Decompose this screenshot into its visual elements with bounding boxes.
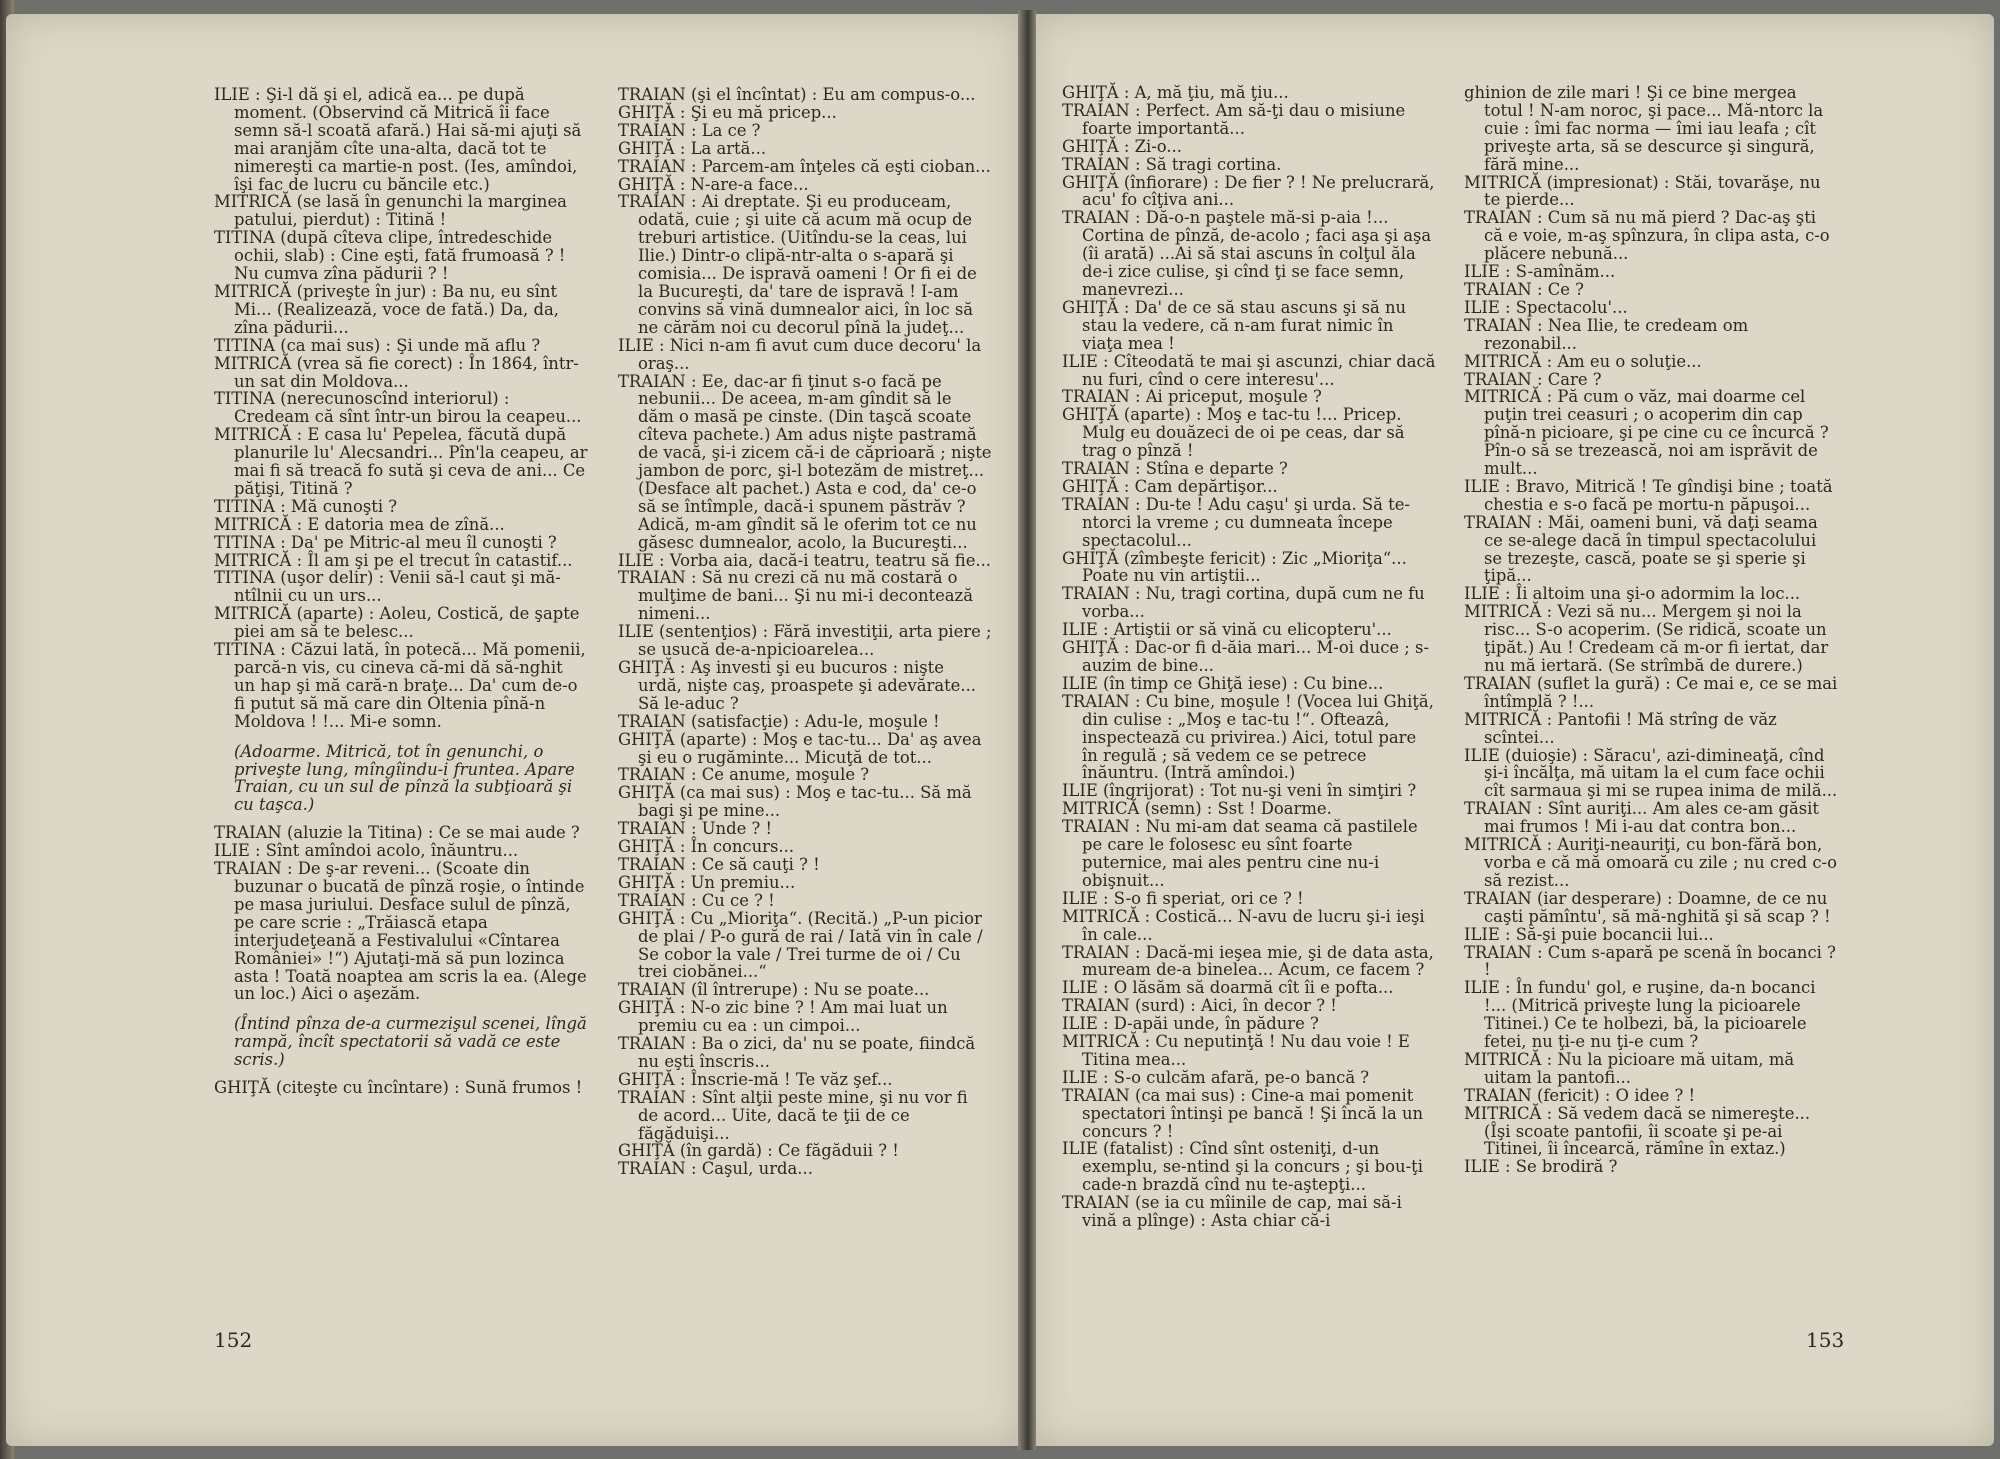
dialogue-line: ILIE : S-o culcăm afară, pe-o bancă ? (1062, 1067, 1370, 1087)
dialogue-line: GHIŢĂ : Cam depărtişor... (1062, 476, 1278, 496)
dialogue-line: MITRICĂ : Nu la picioare mă uitam, mă uitam la pantofi... (1464, 1049, 1795, 1087)
dialogue-line: TRAIAN : Nea Ilie, te credeam om rezonabil... (1464, 315, 1749, 353)
dialogue-line: GHIŢĂ : La artă... (618, 138, 767, 158)
dialogue-line: TRAIAN : Dă-o-n paştele mă-si p-aia !... Cortina de pînză, de-acolo ; faci aşa şi aşa (îi arată) ...Ai să stai ascuns în colţul ăla de-i zice culise, şi cînd ţi se face semn, manevrezi... (1062, 208, 1432, 299)
dialogue-line: TRAIAN (iar desperare) : Doamne, de ce nu caşti pămîntu', să mă-nghită şi să scap ? ! (1464, 888, 1831, 926)
dialogue-line: GHIŢĂ : Înscrie-mă ! Te văz şef... (618, 1069, 893, 1089)
dialogue-line: TRAIAN : Cu bine, moşule ! (Vocea lui Ghiţă, din culise : „Moş e tac-tu !“. Ofteazâ, inspectează cu privirea.) Aici, totul pare în regulă ; să vedem ce se petrece înăuntru. (Intră amîndoi.) (1062, 691, 1434, 783)
dialogue-line: MITRICĂ : Am eu o soluţie... (1464, 351, 1702, 371)
page-number-right: 153 (1806, 1328, 1845, 1352)
dialogue-line: GHIŢĂ (înfiorare) : De fier ? ! Ne prelucrară, acu' fo cîţiva ani... (1062, 172, 1435, 210)
dialogue-line: TRAIAN : Du-te ! Adu caşu' şi urda. Să te-ntorci la vreme ; cu dumneata începe spectacolul... (1062, 494, 1410, 550)
dialogue-line: TRAIAN : Ce anume, moşule ? (618, 765, 870, 785)
dialogue-line: MITRICĂ : E casa lu' Pepelea, făcută după planurile lu' Alecsandri... Pîn'la ceapeu, ar mai fi să treacă fo sută şi ceva de ani... Ce păţişi, Titină ? (214, 425, 588, 498)
dialogue-line: GHIŢĂ : Zi-o... (1062, 136, 1182, 156)
dialogue-line: TITINA : Da' pe Mitric-al meu îl cunoşti ? (214, 532, 557, 552)
dialogue-line: TRAIAN : Nu, tragi cortina, după cum ne fu vorba... (1062, 584, 1425, 622)
dialogue-line: MITRICĂ : Pă cum o văz, mai doarme cel puţin trei ceasuri ; o acoperim din cap pînă-n picioare, şi pe cine cu ce încurcă ? Pîn-o să se trezească, noi am isprăvit de mult... (1464, 387, 1829, 479)
dialogue-line: MITRICĂ (aparte) : Aoleu, Costică, de şapte piei am să te belesc... (214, 604, 580, 642)
dialogue-line: GHIŢĂ : Un premiu... (618, 872, 796, 892)
dialogue-line: GHIŢĂ (zîmbeşte fericit) : Zic „Mioriţa“... Poate nu vin artiştii... (1062, 548, 1407, 586)
dialogue-line: TRAIAN : Măi, oameni buni, vă daţi seama ce se-alege dacă în timpul spectacolului se trezeşte, cască, poate se şi sperie şi ţipă... (1464, 512, 1818, 586)
dialogue-line: ILIE : Vorba aia, dacă-i teatru, teatru să fie... (618, 550, 992, 570)
dialogue-line: TRAIAN : Nu mi-am dat seama că pastilele pe care le folosesc eu sînt foarte puternice, mai ales pentru cine nu-i obişnuit... (1062, 817, 1418, 890)
dialogue-line: MITRICĂ : Îl am şi pe el trecut în catastif... (214, 550, 573, 570)
page-number-left: 152 (214, 1328, 253, 1352)
dialogue-line: GHIŢĂ (citeşte cu încîntare) : Sună frumos ! (214, 1078, 583, 1098)
dialogue-line: TRAIAN (şi el încîntat) : Eu am compus-o... (618, 85, 976, 104)
dialogue-line: ILIE (duioşie) : Săracu', azi-dimineaţă, cînd şi-i încălţa, mă uitam la el cum face ochii cît sarmaua şi mi se rupea inima de milă... (1464, 745, 1838, 801)
dialogue-line: ILIE : Sînt amîndoi acolo, înăuntru... (214, 841, 519, 861)
dialogue-line: GHIŢĂ : N-o zic bine ? ! Am mai luat un premiu cu ea : un cimpoi... (618, 998, 948, 1036)
dialogue-line: MITRICĂ : E datoria mea de zînă... (214, 514, 505, 534)
dialogue-line: ILIE : S-amînăm... (1464, 262, 1616, 282)
dialogue-line: TRAIAN (suflet la gură) : Ce mai e, ce se mai întîmplă ? !... (1464, 673, 1838, 711)
dialogue-line: (Întind pînza de-a curmezişul scenei, lîngă rampă, încît spectatorii să vadă ce este scris.) (234, 1014, 587, 1070)
dialogue-line: TRAIAN : Ce ? (1464, 279, 1584, 299)
dialogue-line: TITINA (ca mai sus) : Şi unde mă aflu ? (214, 335, 541, 355)
dialogue-line: GHIŢĂ : A, mă ţiu, mă ţiu... (1062, 83, 1289, 102)
dialogue-line: ILIE (îngrijorat) : Tot nu-şi veni în simţiri ? (1062, 781, 1417, 801)
dialogue-line: ILIE : Bravo, Mitrică ! Te gîndişi bine ; toată chestia e s-o facă pe mortu-n păpuşoi... (1464, 476, 1833, 514)
dialogue-line: TRAIAN : Ce să cauţi ? ! (618, 854, 820, 874)
dialogue-line: MITRICĂ (priveşte în jur) : Ba nu, eu sînt Mi... (Realizează, voce de fată.) Da, da, zîna pădurii... (214, 281, 559, 337)
dialogue-line: GHIŢĂ : Aş investi şi eu bucuros : nişte urdă, nişte caş, proaspete şi adevărate... Să le-aduc ? (618, 658, 977, 713)
dialogue-line: ILIE : Spectacolu'... (1464, 297, 1628, 317)
dialogue-line: ILIE : Cîteodată te mai şi ascunzi, chiar dacă nu furi, cînd o cere interesu'... (1062, 351, 1436, 389)
dialogue-line: MITRICĂ : Vezi să nu... Mergem şi noi la risc... S-o acoperim. (Se ridică, scoate un ţipăt.) Au ! Credeam că m-or fi iertat, dar nu mă iertară. (Se strîmbă de durere.) (1464, 602, 1829, 675)
dialogue-line: TRAIAN (fericit) : O idee ? ! (1464, 1085, 1696, 1105)
dialogue-line: ILIE : S-o fi speriat, ori ce ? ! (1062, 888, 1304, 908)
dialogue-line: GHIŢĂ (aparte) : Moş e tac-tu !... Pricep. Mulg eu douăzeci de oi pe ceas, dar să trag o pînză ! (1062, 405, 1405, 461)
dialogue-line: TRAIAN : Care ? (1464, 369, 1602, 389)
dialogue-line: (Adoarme. Mitrică, tot în genunchi, o priveşte lung, mîngîindu-i fruntea. Apare Traian, cu un sul de pînză la subţioară şi cu taşca.) (234, 741, 575, 815)
dialogue-line: TRAIAN : Cu ce ? ! (618, 890, 775, 910)
dialogue-line: ILIE (sentenţios) : Fără investiţii, arta piere ; se usucă de-a-npicioarelea... (618, 622, 992, 660)
dialogue-line: ILIE (în timp ce Ghiţă iese) : Cu bine... (1062, 673, 1384, 693)
dialogue-line: GHIŢĂ : N-are-a face... (618, 174, 809, 194)
dialogue-line: TRAIAN : Să nu crezi că nu mă costară o mulţime de bani... Şi nu mi-i decontează nimeni... (618, 568, 973, 624)
dialogue-line: TRAIAN : Ai priceput, moşule ? (1062, 387, 1322, 407)
left-column-1 (214, 86, 588, 1097)
dialogue-line: GHIŢĂ (în gardă) : Ce făgăduii ? ! (618, 1141, 899, 1161)
dialogue-line: TRAIAN : De ş-ar reveni... (Scoate din buzunar o bucată de pînză roşie, o întinde pe masa juriului. Desface sulul de pînză, pe care scrie : „Trăiască etapa interjudeţeană a Festivalului «Cîntarea României» !“) Ajutaţi-mă să pun lozinca asta ! Toată noaptea am scris la ea. (Alege un loc.) Aici o aşezăm. (214, 859, 587, 1004)
dialogue-line: TRAIAN : Cum să nu mă pierd ? Dac-aş şti că e voie, m-aş spînzura, în clipa asta, c-o plăcere nebună... (1464, 208, 1830, 264)
dialogue-line: MITRICĂ : Cu neputinţă ! Nu dau voie ! E Titina mea... (1062, 1032, 1410, 1069)
dialogue-line: TRAIAN : Sînt alţii peste mine, şi nu vor fi de acord... Uite, dacă te ţii de ce făgăduişi... (618, 1087, 968, 1143)
dialogue-line: TRAIAN : Caşul, urda... (618, 1159, 813, 1179)
dialogue-line: TITINA (după cîteva clipe, întredeschide ochii, slab) : Cine eşti, fată frumoasă ? ! Nu cumva zîna pădurii ? ! (214, 228, 566, 284)
dialogue-line: ILIE : Să-şi puie bocancii lui... (1464, 924, 1714, 944)
dialogue-line: MITRICĂ (impresionat) : Stăi, tovarăşe, nu te pierde... (1464, 172, 1821, 210)
dialogue-line: TRAIAN : Unde ? ! (618, 819, 773, 839)
dialogue-line: TITINA (uşor delir) : Venii să-l caut şi mă-ntîlnii cu un urs... (214, 568, 561, 606)
dialogue-line: GHIŢĂ : Şi eu mă pricep... (618, 102, 837, 122)
dialogue-line: TRAIAN : Parcem-am înţeles că eşti cioban... (618, 156, 991, 176)
dialogue-line: MITRICĂ (semn) : Sst ! Doarme. (1062, 799, 1332, 819)
dialogue-line: TRAIAN : Perfect. Am să-ţi dau o misiune foarte importantă... (1062, 100, 1406, 138)
dialogue-line: TRAIAN (aluzie la Titina) : Ce se mai aude ? (214, 823, 580, 843)
dialogue-line: TRAIAN : Sînt auriţi... Am ales ce-am găsit mai frumos ! Mi i-au dat contra bon... (1464, 799, 1819, 837)
dialogue-line: GHIŢĂ : În concurs... (618, 837, 795, 857)
dialogue-line: TRAIAN : Dacă-mi ieşea mie, şi de data asta, muream de-a binelea... Acum, ce facem ? (1062, 942, 1434, 980)
dialogue-line: TRAIAN : Ee, dac-ar fi ţinut s-o facă pe nebunii... De aceea, m-am gîndit să le dăm o masă pe cinste. (Din taşcă scoate cîteva pachete.) Am adus nişte pastramă de vacă, şi-i zicem că-i de căprioară ; nişte jambon de porc, şi-l botezăm de mistreţ... (Desface alt pachet.) Asta e cod, da' ce-o să se întîmple, dacă-i spunem păstrăv ? Adică, m-am gîndit să le oferim tot ce nu găsesc dumnealor, acolo, la Bucureşti... (618, 371, 992, 552)
book-gutter (1018, 10, 1036, 1450)
dialogue-line: TRAIAN (ca mai sus) : Cine-a mai pomenit spectatori întinşi pe bancă ! Şi încă la un concurs ? ! (1062, 1085, 1424, 1141)
dialogue-line: MITRICĂ : Costică... N-avu de lucru şi-i ieşi în cale... (1062, 906, 1425, 944)
dialogue-line: ILIE : Artiştii or să vină cu elicopteru'... (1062, 620, 1392, 640)
dialogue-line: TITINA : Mă cunoşti ? (214, 496, 398, 516)
dialogue-line: GHIŢĂ (aparte) : Moş e tac-tu... Da' aş avea şi eu o rugăminte... Micuţă de tot... (618, 729, 982, 767)
dialogue-line: MITRICĂ (vrea să fie corect) : În 1864, într-un sat din Moldova... (214, 353, 579, 391)
right-column-1 (1062, 84, 1436, 1230)
dialogue-line: ILIE : Se brodiră ? (1464, 1157, 1618, 1177)
dialogue-line: MITRICĂ : Auriţi-neauriţi, cu bon-fără bon, vorba e că mă omoară cu zile ; nu cred c-o să rezist... (1464, 835, 1837, 890)
dialogue-line: TRAIAN : Să tragi cortina. (1062, 154, 1282, 174)
dialogue-line: ghinion de zile mari ! Şi ce bine mergea totul ! N-am noroc, şi pace... Mă-ntorc la cuie : îmi fac norma — îmi iau leafa ; cît priveşte arta, să se descurce şi singură, fără mine... (1464, 83, 1824, 174)
dialogue-line: TRAIAN : Cum s-apară pe scenă în bocanci ? ! (1464, 942, 1836, 980)
dialogue-line: ILIE : Şi-l dă şi el, adică ea... pe după moment. (Observind că Mitrică îi face semn să-l scoată afară.) Hai să-mi ajuţi să mai aranjăm cîte una-alta, dacă tot te nimereşti ca martie-n post. (Ies, amîndoi, îşi fac de lucru cu băncile etc.) (214, 85, 582, 194)
dialogue-line: ILIE (fatalist) : Cînd sînt osteniţi, d-un exemplu, se-ntind şi la concurs ; şi bou-ţi cade-n brazdă cînd nu te-aştepţi... (1062, 1139, 1423, 1195)
right-column-2 (1464, 84, 1838, 1176)
dialogue-line: TRAIAN (se ia cu mîinile de cap, mai să-i vină a plînge) : Asta chiar că-i (1062, 1193, 1402, 1231)
dialogue-line: MITRICĂ : Să vedem dacă se nimereşte... (Îşi scoate pantofii, îi scoate şi pe-ai Titinei, îi încearcă, rămîne în extaz.) (1464, 1103, 1811, 1159)
dialogue-line: TITINA : Căzui lată, în potecă... Mă pomenii, parcă-n vis, cu cineva că-mi dă să-nghit un hap şi mă cară-n braţe... Da' cum de-o fi putut să mă care din Oltenia pînă-n Moldova ! !... Mi-e somn. (214, 640, 586, 731)
dialogue-line: TRAIAN : Stîna e departe ? (1062, 459, 1288, 479)
dialogue-line: ILIE : În fundu' gol, e ruşine, da-n bocanci !... (Mitrică priveşte lung la picioarele Titinei.) Ce te holbezi, bă, la picioarele fetei, nu ţi-e nu ţi-e cum ? (1464, 978, 1816, 1052)
dialogue-line: GHIŢĂ : Dac-or fi d-ăia mari... M-oi duce ; s-auzim de bine... (1062, 638, 1429, 675)
dialogue-line: MITRICĂ (se lasă în genunchi la marginea patului, pierdut) : Titină ! (214, 192, 567, 230)
dialogue-line: GHIŢĂ : Cu „Mioriţa“. (Recită.) „P-un picior de plai / P-o gură de rai / Iată vin în cale / Se cobor la vale / Trei turme de oi / Cu trei ciobănei...“ (618, 908, 983, 982)
dialogue-line: ILIE : D-apăi unde, în pădure ? (1062, 1014, 1319, 1034)
dialogue-line: TRAIAN : Ba o zici, da' nu se poate, fiindcă nu eşti înscris... (618, 1034, 976, 1071)
dialogue-line: ILIE : Nici n-am fi avut cum duce decoru' la oraş... (618, 335, 982, 373)
dialogue-line: TRAIAN : Ai dreptate. Şi eu produceam, odată, cuie ; şi uite că acum mă ocup de treburi artistice. (Uitîndu-se la ceas, lui Ilie.) Dintr-o clipă-ntr-alta o s-apară şi comisia... De ispravă oameni ! Or fi ei de la Bucureşti, da' tare de ispravă ! I-am convins să vină dumnealor aici, în loc să ne cărăm noi cu decorul pînă la judeţ... (618, 192, 977, 337)
dialogue-line: GHIŢĂ : Da' de ce să stau ascuns şi să nu stau la vedere, că n-am furat nimic în viaţa mea ! (1062, 297, 1407, 353)
dialogue-line: TRAIAN (satisfacţie) : Adu-le, moşule ! (618, 711, 940, 731)
dialogue-line: MITRICĂ : Pantofii ! Mă strîng de văz scîntei... (1464, 709, 1777, 747)
left-column-2 (618, 86, 992, 1178)
dialogue-line: ILIE : O lăsăm să doarmă cît îi e pofta... (1062, 978, 1394, 998)
dialogue-line: TITINA (nerecunoscînd interiorul) : Credeam că sînt într-un birou la ceapeu... (214, 389, 582, 427)
dialogue-line: TRAIAN (surd) : Aici, în decor ? ! (1062, 996, 1337, 1016)
dialogue-line: GHIŢĂ (ca mai sus) : Moş e tac-tu... Să mă bagi şi pe mine... (618, 783, 972, 821)
dialogue-line: TRAIAN : La ce ? (618, 120, 761, 140)
dialogue-line: ILIE : Îi altoim una şi-o adormim la loc... (1464, 584, 1801, 604)
dialogue-line: TRAIAN (îl întrerupe) : Nu se poate... (618, 980, 930, 1000)
